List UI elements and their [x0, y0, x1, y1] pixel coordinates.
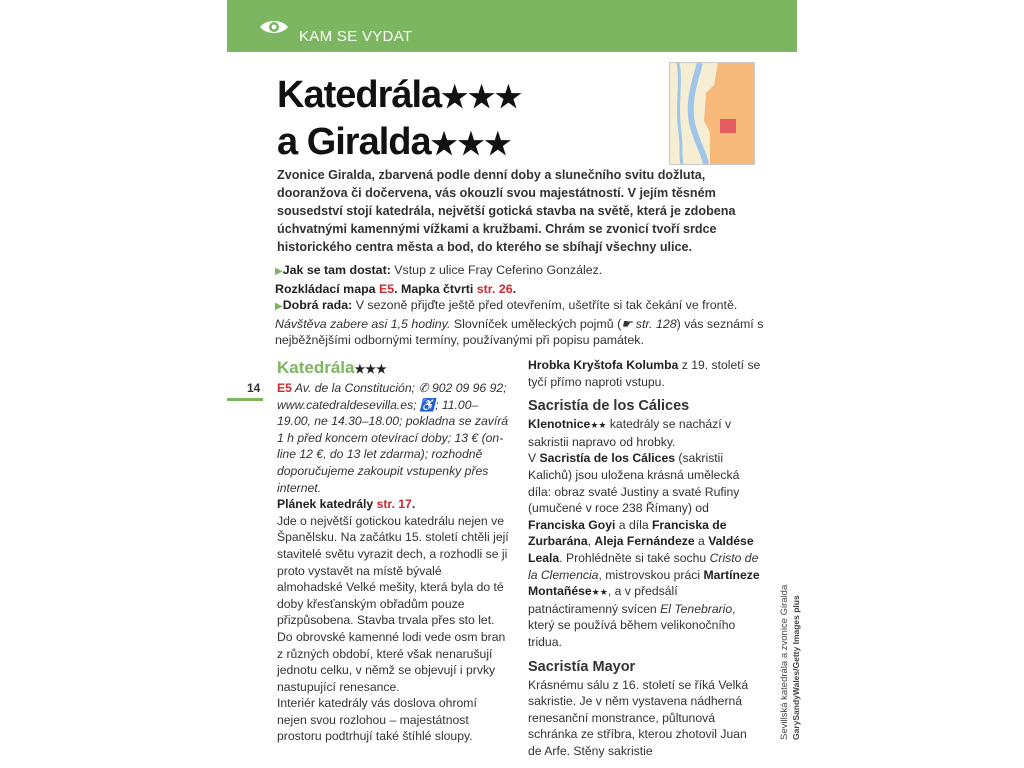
- intro-paragraph: Zvonice Giralda, zbarvená podle denní doby a slunečního svitu dožluta, dooranžova či dočervena, vás okouzlí svou majestátností. V jejím těsném sousedství stojí katedrála, největší gotická stavba na světě, která je zdobena úchvatnými kamennými vížkami a kružbami. Chrám se zvonicí tvoří srdce historického centra města a bod, do kterého se sbíhají všechny ulice.: [277, 168, 736, 254]
- cathedral-text: Interiér katedrály vás doslova ohromí nejen svou rozlohou – majestátnost prostoru podtrhují také štíhlé sloupy.: [277, 696, 477, 744]
- calices-heading: Sacristía de los Cálices: [528, 398, 690, 415]
- treasury-text: Klenotnice★★ katedrály se nachází v sakristii napravo od hrobky.: [528, 417, 732, 449]
- section-label: KAM SE VYDAT: [299, 28, 413, 45]
- title-line-2: a Giralda: [277, 121, 431, 163]
- cathedral-plan-ref: Plánek katedrály str. 17.: [277, 497, 416, 512]
- map-page-ref: str. 26: [476, 281, 513, 296]
- cathedral-heading: Katedrála★★★: [277, 358, 387, 377]
- photo-caption: Sevillská katedrála a zvonice Giralda: [779, 584, 790, 740]
- rating-stars: ★★: [590, 420, 607, 431]
- title-line-1: Katedrála: [277, 74, 442, 116]
- map-grid-ref: E5: [277, 381, 292, 395]
- triangle-icon: ▶: [275, 266, 283, 277]
- map-reference: Rozkládací mapa E5. Mapka čtvrti str. 26.: [275, 281, 517, 296]
- photo-credit: [779, 585, 801, 740]
- section-header: [227, 0, 797, 52]
- photo-author: GarySandyWales/Getty Images plus: [791, 595, 801, 740]
- mayor-text: Krásnému sálu z 16. století se říká Velká sakristie. Je v něm vystavena nádherná renesanční monstrance, půltunová schránka ze stříbra, kterou zhotovil Juan de Arfe. Stěny sakristie: [528, 677, 749, 758]
- page: [227, 0, 801, 768]
- column-left: [277, 357, 509, 745]
- rating-stars: ★★★: [354, 362, 387, 376]
- page-number-rule: [227, 398, 263, 401]
- columbus-tomb: Hrobka Kryštofa Kolumba z 19. století se tyčí přímo naproti vstupu.: [528, 358, 761, 389]
- column-right: [528, 357, 762, 759]
- tip: ▶Dobrá rada: V sezoně přijďte ještě před otevřením, ušetříte si tak čekání ve frontě. Návštěva zabere asi 1,5 hodiny. Slovníček uměleckých pojmů (☛ str. 128) vás seznámí s nejběžnějšími odbornými termíny, používanými při popisu památek.: [275, 298, 764, 347]
- title-stars: ★★★: [441, 81, 522, 114]
- practical-info: [275, 262, 775, 349]
- calices-text: V Sacristía de los Cálices (sakristii Kalichů) jsou uložena krásná umělecká díla: obraz svaté Justiny a svaté Rufiny (umučené v roce 238 Římany) od Franciska Goyi a díla Franciska de Zurbarána, Aleja Fernándeze a Valdése Leala. Prohlédněte si také sochu Cristo de la Clemencia, mistrovskou práci Martíneze Montañése★★, a v předsálí patnáctiramenný svícen El Tenebrario, který se používá během velikonočního tridua.: [528, 451, 760, 649]
- cathedral-details: E5 Av. de la Constitución; ✆ 902 09 96 92; www.catedraldesevilla.es; ♿; 11.00–19.00, ne 14.30–18.00; pokladna se zavírá 1 h před koncem otevírací doby; 13 € (on-line 12 €, do 13 let zdarma); rozhodně doporučujeme zakoupit vstupenky přes internet.: [277, 381, 509, 495]
- rating-stars: ★★: [591, 587, 608, 598]
- page-number: 14: [247, 381, 261, 395]
- mayor-heading: Sacristía Mayor: [528, 658, 636, 675]
- triangle-icon: ▶: [275, 301, 283, 312]
- locator-map: [669, 62, 755, 165]
- eye-icon: [259, 18, 289, 36]
- map-grid-ref: E5: [378, 281, 395, 296]
- how-to-get-there: ▶Jak se tam dostat: Vstup z ulice Fray Ceferino González.: [275, 263, 603, 277]
- title-stars: ★★★: [430, 128, 512, 161]
- page-title: [277, 73, 522, 167]
- cathedral-text: Jde o největší gotickou katedrálu nejen ve Španělsku. Na začátku 15. století chtěli její stavitelé světu vyrazit dech, a rozhodli se ji proto vystavět na místě bývalé almohadské Velké mešity, která byla do té doby křesťanským obřadům pouze přizpůsobena. Stavba trvala přes sto let. Do obrovské kamenné lodi vede osm bran z různých období, které však nenarušují jednotu celku, v němž se objevují i prvky nastupující renesance.: [277, 513, 509, 694]
